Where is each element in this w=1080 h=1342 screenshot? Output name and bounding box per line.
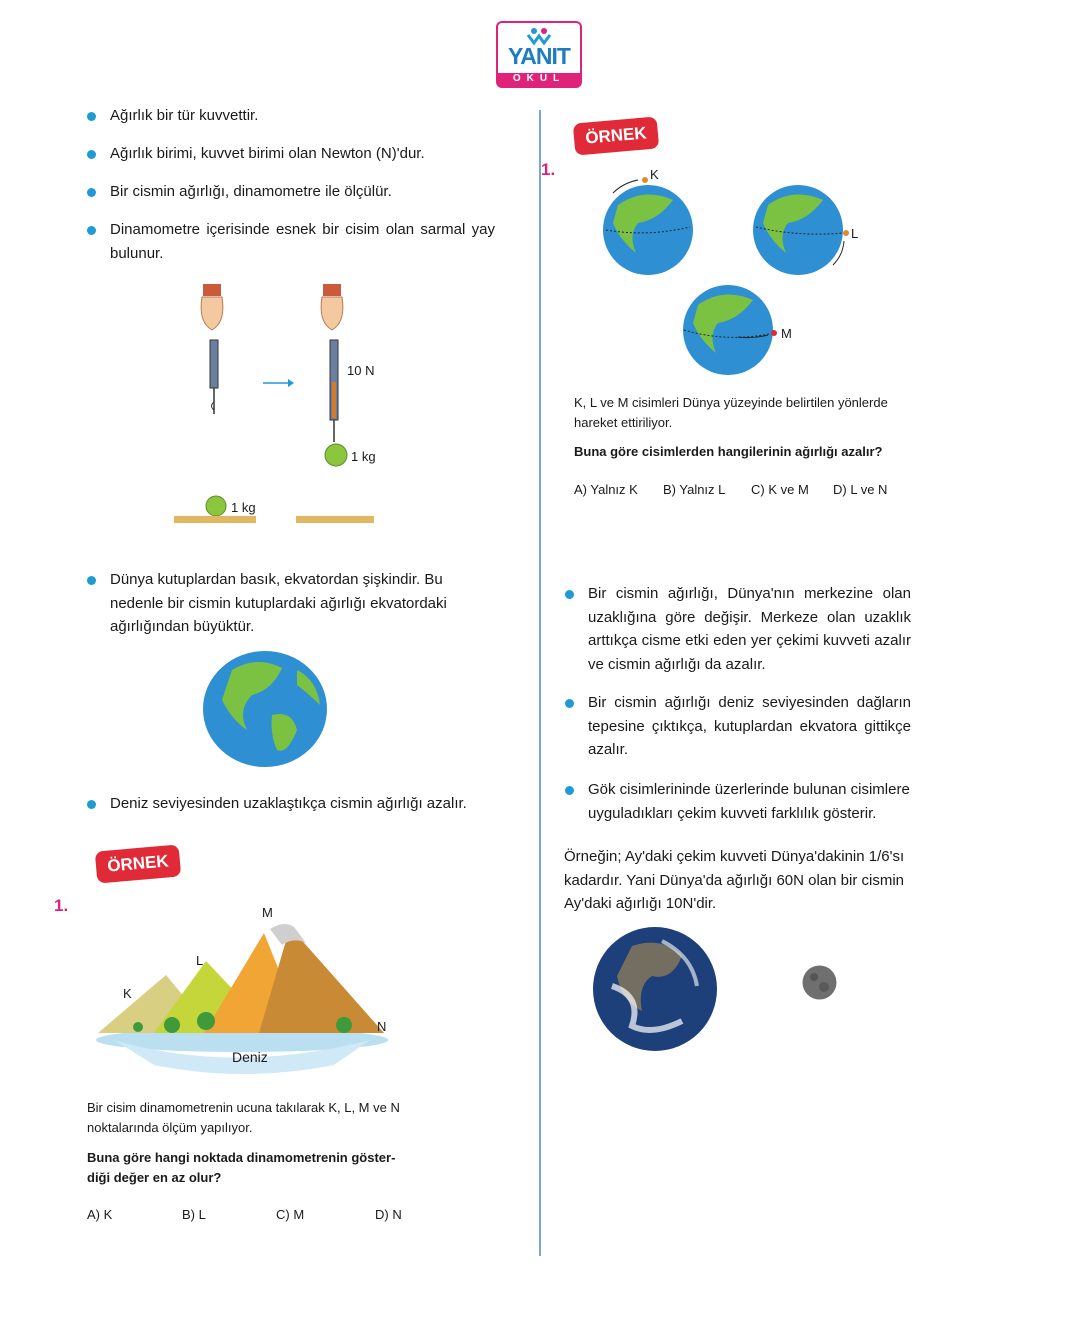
- option-a-left[interactable]: A) K: [87, 1207, 113, 1222]
- bullet-dot: [87, 576, 96, 585]
- point-k-label: K: [123, 986, 132, 1001]
- earth-l-label: L: [851, 226, 859, 241]
- column-divider: [539, 110, 541, 1256]
- option-b-left[interactable]: B) L: [182, 1207, 206, 1222]
- bullet-weight-force: Ağırlık bir tür kuvvettir.: [110, 104, 500, 128]
- bullet-dot: [87, 226, 96, 235]
- dynamometer-reading-label: 10 N: [347, 363, 375, 378]
- bullet-celestial-bodies: Gök cisimlerininde üzerlerinde bulunan cisimlere uyguladıkları çekim kuvveti farklılık gösterir.: [588, 778, 911, 825]
- sea-label: Deniz: [232, 1049, 268, 1065]
- mass-ground-label: 1 kg: [231, 500, 256, 515]
- example-badge-left: ÖRNEK: [95, 844, 181, 883]
- example-badge-right: ÖRNEK: [573, 116, 659, 155]
- earth-m-label: M: [781, 326, 792, 341]
- example-text-left: Bir cisim dinamometrenin ucuna takılarak K, L, M ve N noktalarında ölçüm yapılıyor.: [87, 1100, 400, 1135]
- option-c-left[interactable]: C) M: [276, 1207, 305, 1222]
- example-number-right: 1.: [541, 160, 556, 179]
- point-l-label: L: [196, 953, 204, 968]
- example-text-right: K, L ve M cisimleri Dünya yüzeyinde belirtilen yönlerde hareket ettiriliyor.: [574, 395, 888, 430]
- earth-illustration: [202, 650, 328, 768]
- example-question-left: Buna göre hangi noktada dinamometrenin göster-diği değer en az olur?: [87, 1150, 396, 1185]
- bullet-poles: Dünya kutuplardan basık, ekvatordan şişkindir. Bu nedenle bir cismin kutuplardaki ağırlığı ekvatordaki ağırlığından büyüktür.: [110, 568, 460, 639]
- bullet-distance-center: Bir cismin ağırlığı, Dünya'nın merkezine olan uzaklığına göre değişir. Merkeze olan uzaklık arttıkça cisme etki eden yer çekimi kuvveti azalır ve cismin ağırlığı da azalır.: [588, 582, 911, 676]
- point-n-label: N: [377, 1019, 387, 1034]
- bullet-dot: [87, 150, 96, 159]
- logo-name: YANIT: [508, 43, 570, 69]
- three-earths-illustration: [598, 165, 868, 380]
- moon-gravity-paragraph: Örneğin; Ay'daki çekim kuvveti Dünya'dakinin 1/6'sı kadardır. Yani Dünya'da ağırlığı 60N olan bir cismin Ay'daki ağırlığı 10N'dir.: [564, 848, 905, 912]
- mass-hanging-label: 1 kg: [351, 449, 376, 464]
- bullet-dot: [87, 188, 96, 197]
- bullet-mountains-equator: Bir cismin ağırlığı deniz seviyesinden dağların tepesine çıktıkça, kutuplardan ekvatora gittikçe azalır.: [588, 691, 911, 762]
- bullet-dot: [565, 786, 574, 795]
- example-question-right: Buna göre cisimlerden hangilerinin ağırlığı azalır?: [574, 444, 883, 459]
- example-number-left: 1.: [54, 896, 69, 915]
- bullet-dot: [87, 112, 96, 121]
- bullet-dot: [87, 800, 96, 809]
- option-a-right[interactable]: A) Yalnız K: [574, 482, 638, 497]
- option-b-right[interactable]: B) Yalnız L: [663, 482, 726, 497]
- earth-k-label: K: [650, 167, 659, 182]
- yanit-okul-logo: [496, 21, 582, 88]
- bullet-dot: [565, 590, 574, 599]
- earth-photo: [592, 926, 718, 1052]
- bullet-weight-unit: Ağırlık birimi, kuvvet birimi olan Newton (N)'dur.: [110, 142, 500, 166]
- bullet-sea-level: Deniz seviyesinden uzaklaştıkça cismin ağırlığı azalır.: [110, 792, 510, 816]
- bullet-dot: [565, 699, 574, 708]
- logo-sub: OKUL: [512, 73, 566, 84]
- dynamometer-illustration: [170, 282, 390, 530]
- option-d-left[interactable]: D) N: [375, 1207, 402, 1222]
- bullet-spring: Dinamometre içerisinde esnek bir cisim olan sarmal yay bulunur.: [110, 218, 495, 265]
- point-m-label: M: [262, 905, 273, 920]
- option-c-right[interactable]: C) K ve M: [751, 482, 809, 497]
- moon-icon: [802, 965, 837, 1000]
- bullet-dynamometer: Bir cismin ağırlığı, dinamometre ile ölçülür.: [110, 180, 500, 204]
- option-d-right[interactable]: D) L ve N: [833, 482, 888, 497]
